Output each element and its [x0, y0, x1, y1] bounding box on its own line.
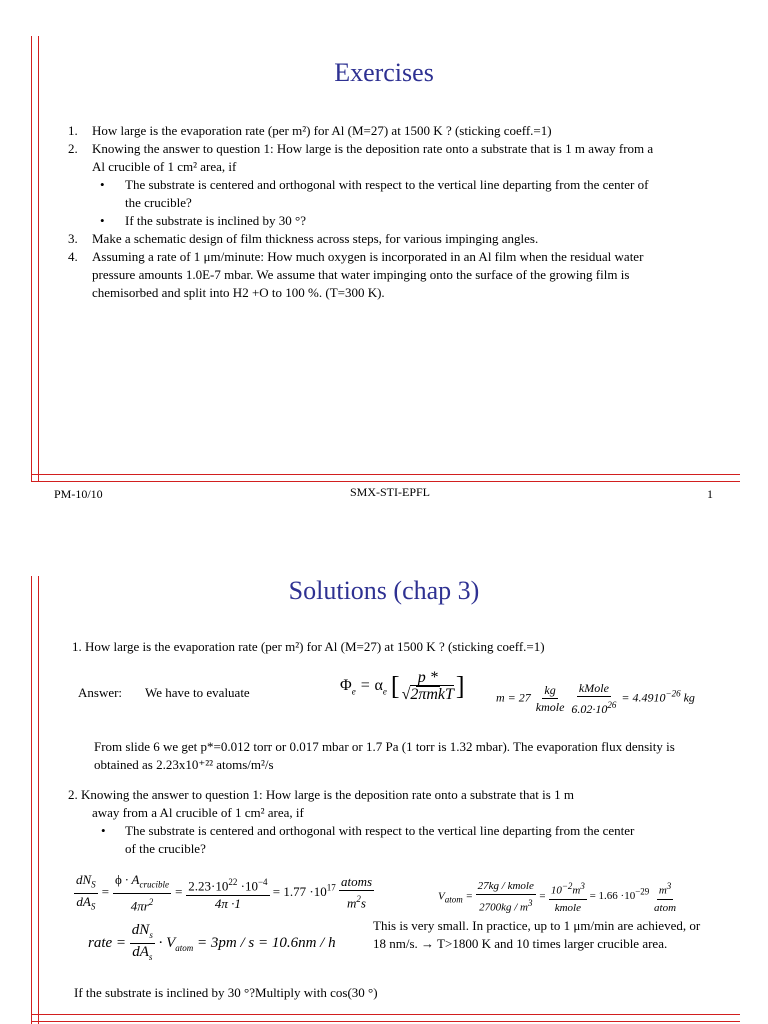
slide2-left-border-inner	[38, 576, 39, 1024]
footer-left: PM-10/10	[54, 487, 103, 501]
slide2-left-border-outer	[31, 576, 32, 1024]
slide1-bottom-border-outer	[31, 474, 740, 475]
slide1-bottom-border-inner	[31, 481, 740, 482]
sub-item: • If the substrate is inclined by 30 °?	[100, 213, 307, 228]
solution-question-1: 1. How large is the evaporation rate (per m²) for Al (M=27) at 1500 K ? (sticking coeff.=1)	[72, 639, 545, 654]
slide2-title: Solutions (chap 3)	[288, 576, 480, 605]
atom-volume-formula: $V_{atom}$ = $\frac{\text{27kg / kmole}}{2700kg / m^3}$ = $\frac{10^{-2}m^3}{\text{kmole}}$ = $1.66 \cdot 10^{-29}$ $\frac{m^3}{\text{atom}}$	[438, 880, 677, 914]
mass-formula: m = 27 $\frac{kg}{\text{kmole}}$ $\frac{\text{kMole}}{6.02\cdot 10^{26}}$ = $4.4910^{-26}$ kg	[496, 681, 695, 716]
footer-page-number: 1	[707, 487, 713, 501]
flux-formula: $\Phi_e = \alpha_e$ [ $\frac{p *}{\text{√2πmkT}}$ ]	[340, 669, 465, 703]
solution-bullet: •	[101, 823, 106, 838]
answer-label: Answer:	[78, 685, 123, 700]
footer-center: SMX-STI-EPFL	[350, 485, 431, 499]
slide1-left-border-inner	[38, 36, 39, 482]
exercise-list	[68, 122, 668, 302]
slide1-title: Exercises	[334, 58, 434, 87]
slide2-bottom-border-inner	[31, 1021, 740, 1022]
exercise-item: 1. How large is the evaporation rate (per m²) for Al (M=27) at 1500 K ? (sticking coeff.=1)	[68, 123, 552, 138]
exercise-sublist	[100, 176, 668, 230]
slide2-bottom-border-outer	[31, 1014, 740, 1015]
exercise-item: 2. Knowing the answer to question 1: How large is the deposition rate onto a substrate that is 1 m away from a Al crucible of 1 cm² area, if • The substrate is centered and orthogonal with respect to the vertical line departing from the center of the crucible? • If the substrate is inclined by 30 °?	[68, 140, 668, 230]
rate-formula: rate = $\frac{dN_s}{dA_s}$ · $V_{atom} = 3pm / s = 10.6nm / h$	[88, 922, 336, 962]
solution-bullet-text: The substrate is centered and orthogonal with respect to the vertical line departing from the center of the crucible?	[125, 823, 635, 856]
slide1-left-border-outer	[31, 36, 32, 482]
solution-question-2-line2: away from a Al crucible of 1 cm² area, if	[92, 805, 304, 820]
note-text: This is very small. In practice, up to 1 μm/min are achieved, or 18 nm/s. → T>1800 K and 10 times larger crucible area.	[373, 918, 701, 951]
solution-question-2-line1: 2. Knowing the answer to question 1: How large is the deposition rate onto a substrate that is 1 m	[68, 787, 574, 802]
exercise-item: 4. Assuming a rate of 1 μm/minute: How much oxygen is incorporated in an Al film when the residual water pressure amounts 1.0E-7 mbar. We assume that water impinging onto the surface of the growing film is chemisorbed and split into H2 +O to 100 %. (T=300 K).	[68, 249, 644, 300]
from-slide-6-text: From slide 6 we get p*=0.012 torr or 0.017 mbar or 1.7 Pa (1 torr is 1.32 mbar). The evaporation flux density is obtained as 2.23x10⁺²² atoms/m²/s	[94, 739, 675, 772]
inclined-substrate-text: If the substrate is inclined by 30 °?Multiply with cos(30 °)	[74, 985, 378, 1000]
exercise-item: 3. Make a schematic design of film thickness across steps, for various impinging angles.	[68, 231, 539, 246]
deposition-formula: $\frac{dN_S}{dA_S}$ = $\frac{\phi \cdot A_{crucible}}{4\pi r^2}$ = $\frac{2.23\cdot 10^{22} \cdot 10^{-4}}{4\pi \cdot 1}$ = $1.77 \cdot 10^{17}$ $\frac{\text{atoms}}{m^2s}$	[76, 872, 373, 914]
sub-item: • The substrate is centered and orthogonal with respect to the vertical line departing from the center of the crucible?	[100, 177, 649, 210]
answer-text: We have to evaluate	[145, 685, 250, 700]
